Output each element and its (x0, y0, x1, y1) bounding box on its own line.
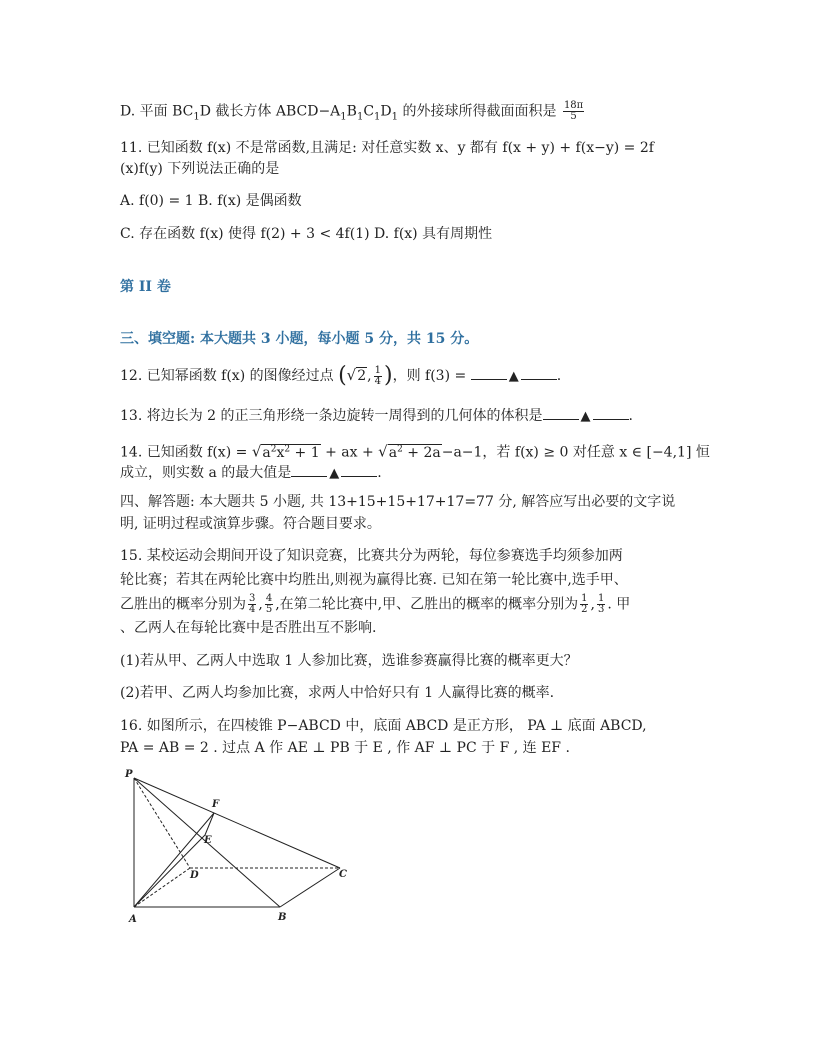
section-four-line2: 明, 证明过程或演算步骤。符合题目要求。 (120, 516, 381, 532)
label-p: P (125, 769, 133, 780)
q15-line4: 、乙两人在每轮比赛中是否胜出互不影响. (120, 620, 377, 636)
q11-line2: (x)f(y) 下列说法正确的是 (120, 161, 280, 177)
label-a: A (129, 914, 137, 925)
q15-line1: 15. 某校运动会期间开设了知识竞赛，比赛共分为两轮，每位参赛选手均须参加两 (120, 548, 623, 564)
q15-part1: (1)若从甲、乙两人中选取 1 人参加比赛，选谁参赛赢得比赛的概率更大？ (120, 653, 578, 669)
label-e: E (204, 835, 212, 846)
answer-triangle-icon: ▲ (580, 409, 591, 424)
q14-line1: 14. 已知函数 $f(x) = √a^2x^2 + 1$ + ax + $√a^2 + 2a-a-1$，若 f(x) ≥ 0 对任意 x ∈ [−4,1] 恒 (120, 442, 710, 461)
q14-line2: 成立，则实数 a 的最大值是 ▲ . (120, 462, 382, 484)
q10-option-d: D. 平面 $BC_1D$ 截长方体 $ABCD-A_1B_1C_1D_1$ 的外接球所得截面面积是 $\frac{18\pi}{5}$ (120, 100, 584, 123)
area-fraction: $\frac{18\pi}{5}$ (563, 100, 584, 122)
label-c: C (339, 869, 347, 880)
section-four-line1: 四、解答题: 本大题共 5 小题, 共 13+15+15+17+17=77 分, 解答应写出必要的文字说 (120, 494, 676, 510)
q13: 13. 将边长为 2 的正三角形绕一条边旋转一周得到的几何体的体积是 ▲ . (120, 405, 633, 427)
q11-line1: 11. 已知函数 f(x) 不是常函数,且满足: 对任意实数 x、y 都有 f(x + y) + f(x−y) = 2f (120, 140, 654, 156)
section-three-heading: 三、填空题: 本大题共 3 小题，每小题 5 分，共 15 分。 (120, 331, 479, 347)
answer-triangle-icon: ▲ (508, 369, 519, 384)
q11-options-ab: A. f(0) = 1 B. f(x) 是偶函数 (120, 193, 302, 209)
label-d: D (190, 870, 199, 881)
q15-line2: 轮比赛；若其在两轮比赛中均胜出,则视为赢得比赛. 已知在第一轮比赛中,选手甲、 (120, 572, 628, 588)
q15-part2: (2)若甲、乙两人均参加比赛，求两人中恰好只有 1 人赢得比赛的概率. (120, 685, 555, 701)
q15-line3: 乙胜出的概率分别为 $\frac{3}{4}$ , $\frac{4}{5}$ ,在第二轮比赛中,甲、乙胜出的概率的概率分别为 $\frac{1}{2}$ , $\frac{1}{3}$ . 甲 (120, 593, 631, 615)
q16-line1: 16. 如图所示，在四棱锥 P−ABCD 中，底面 ABCD 是正方形， PA ⊥ 底面 ABCD, (120, 718, 647, 734)
q16-line2: PA = AB = 2 . 过点 A 作 AE ⊥ PB 于 E , 作 AF ⊥ PC 于 F , 连 EF . (120, 740, 570, 756)
label-b: B (278, 912, 287, 923)
part-two-heading: 第 II 卷 (120, 279, 171, 295)
pyramid-figure (118, 765, 358, 930)
answer-triangle-icon: ▲ (329, 466, 340, 481)
q12: 12. 已知幂函数 f(x) 的图像经过点 (√2, $\frac{1}{4}$ )，则 f(3) = ▲ . (120, 363, 562, 388)
q11-options-cd: C. 存在函数 f(x) 使得 f(2) + 3 < 4f(1) D. f(x) 具有周期性 (120, 226, 493, 242)
label-f: F (212, 799, 220, 810)
